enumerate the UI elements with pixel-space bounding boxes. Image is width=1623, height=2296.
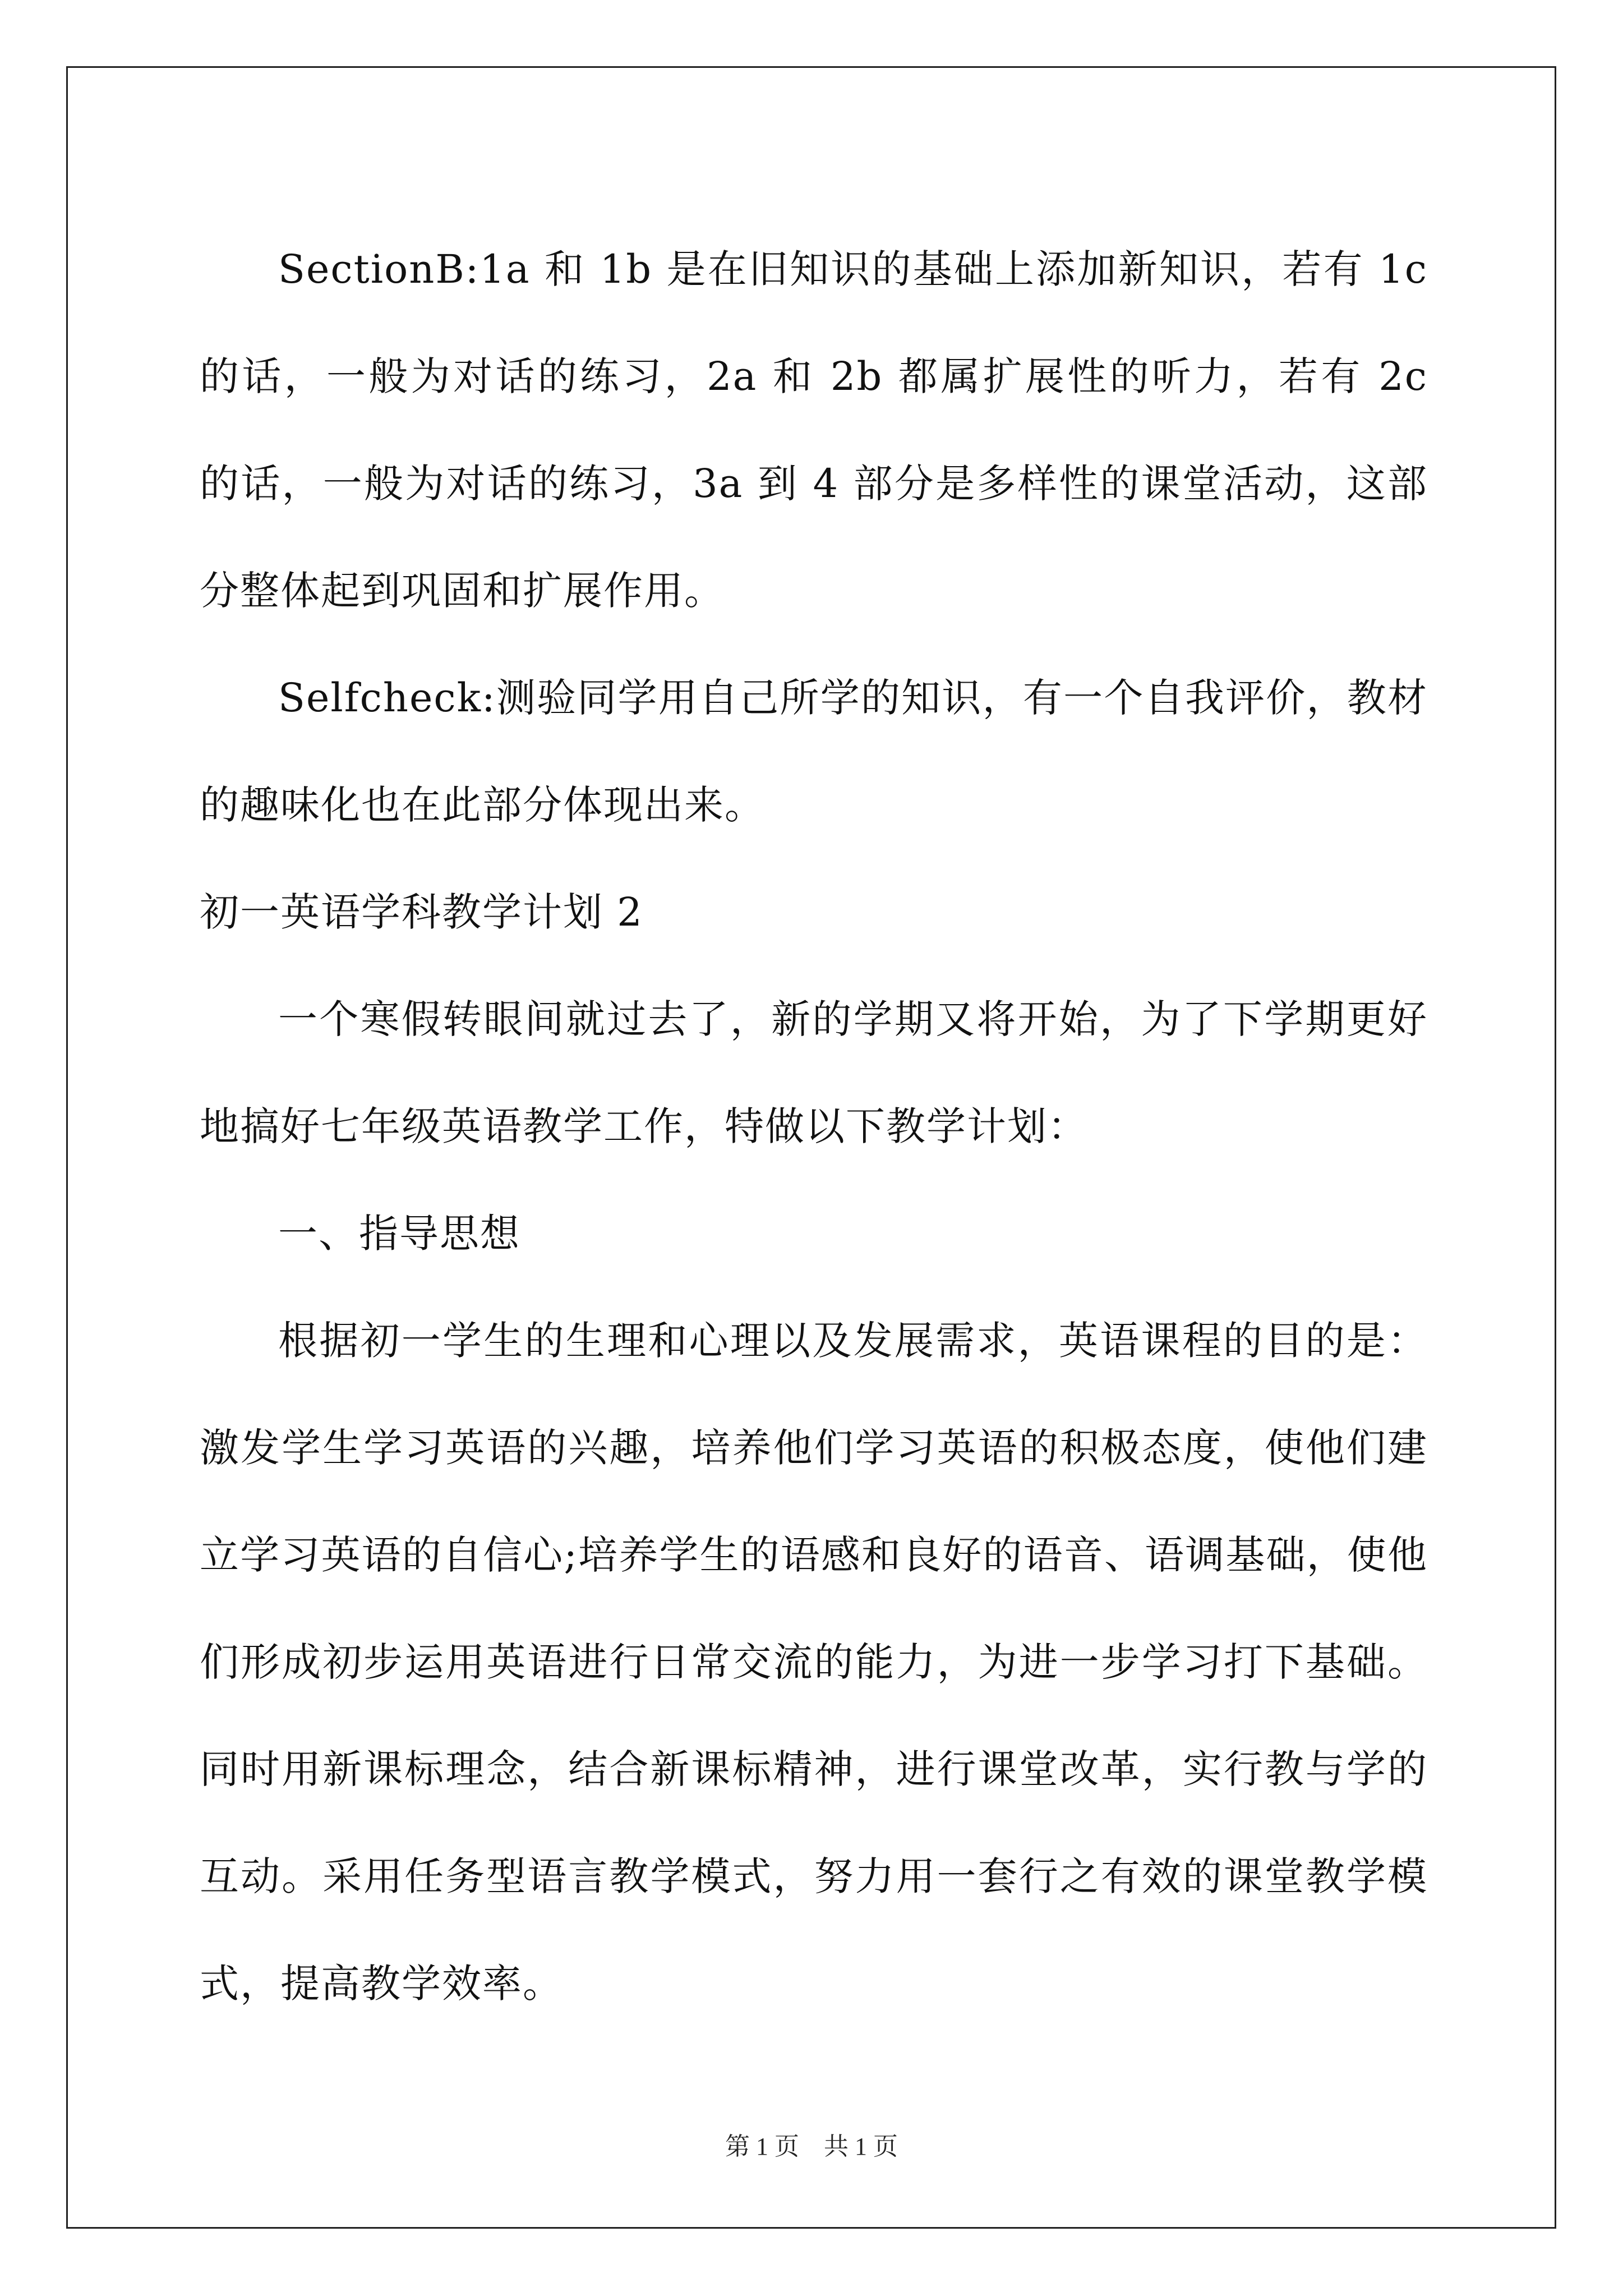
document-body [200, 216, 1428, 2037]
subheading-guiding-ideology: 一、指导思想 [278, 1211, 520, 1257]
page-footer: 第 1 页 共 1 页 [725, 2133, 898, 2160]
paragraph-intro: 一个寒假转眼间就过去了，新的学期又将开始，为了下学期更好地搞好七年级英语教学工作，特做以下教学计划： [200, 996, 1428, 1149]
paragraph-guiding-ideology: 根据初一学生的生理和心理以及发展需求，英语课程的目的是：激发学生学习英语的兴趣，培养他们学习英语的积极态度，使他们建立学习英语的自信心;培养学生的语感和良好的语音、语调基础，使他们形成初步运用英语进行日常交流的能力，为进一步学习打下基础。同时用新课标理念，结合新课标精神，进行课堂改革，实行教与学的互动。采用任务型语言教学模式，努力用一套行之有效的课堂教学模式，提高教学效率。 [200, 1318, 1428, 2007]
paragraph-section-b: SectionB:1a 和 1b 是在旧知识的基础上添加新知识，若有 1c 的话，一般为对话的练习，2a 和 2b 都属扩展性的听力，若有 2c 的话，一般为对话的练习，3a 到 4 部分是多样性的课堂活动，这部分整体起到巩固和扩展作用。 [200, 246, 1428, 614]
section-heading-plan-2: 初一英语学科教学计划 2 [200, 889, 643, 935]
paragraph-selfcheck: Selfcheck:测验同学用自己所学的知识，有一个自我评价，教材的趣味化也在此部分体现出来。 [200, 675, 1428, 828]
